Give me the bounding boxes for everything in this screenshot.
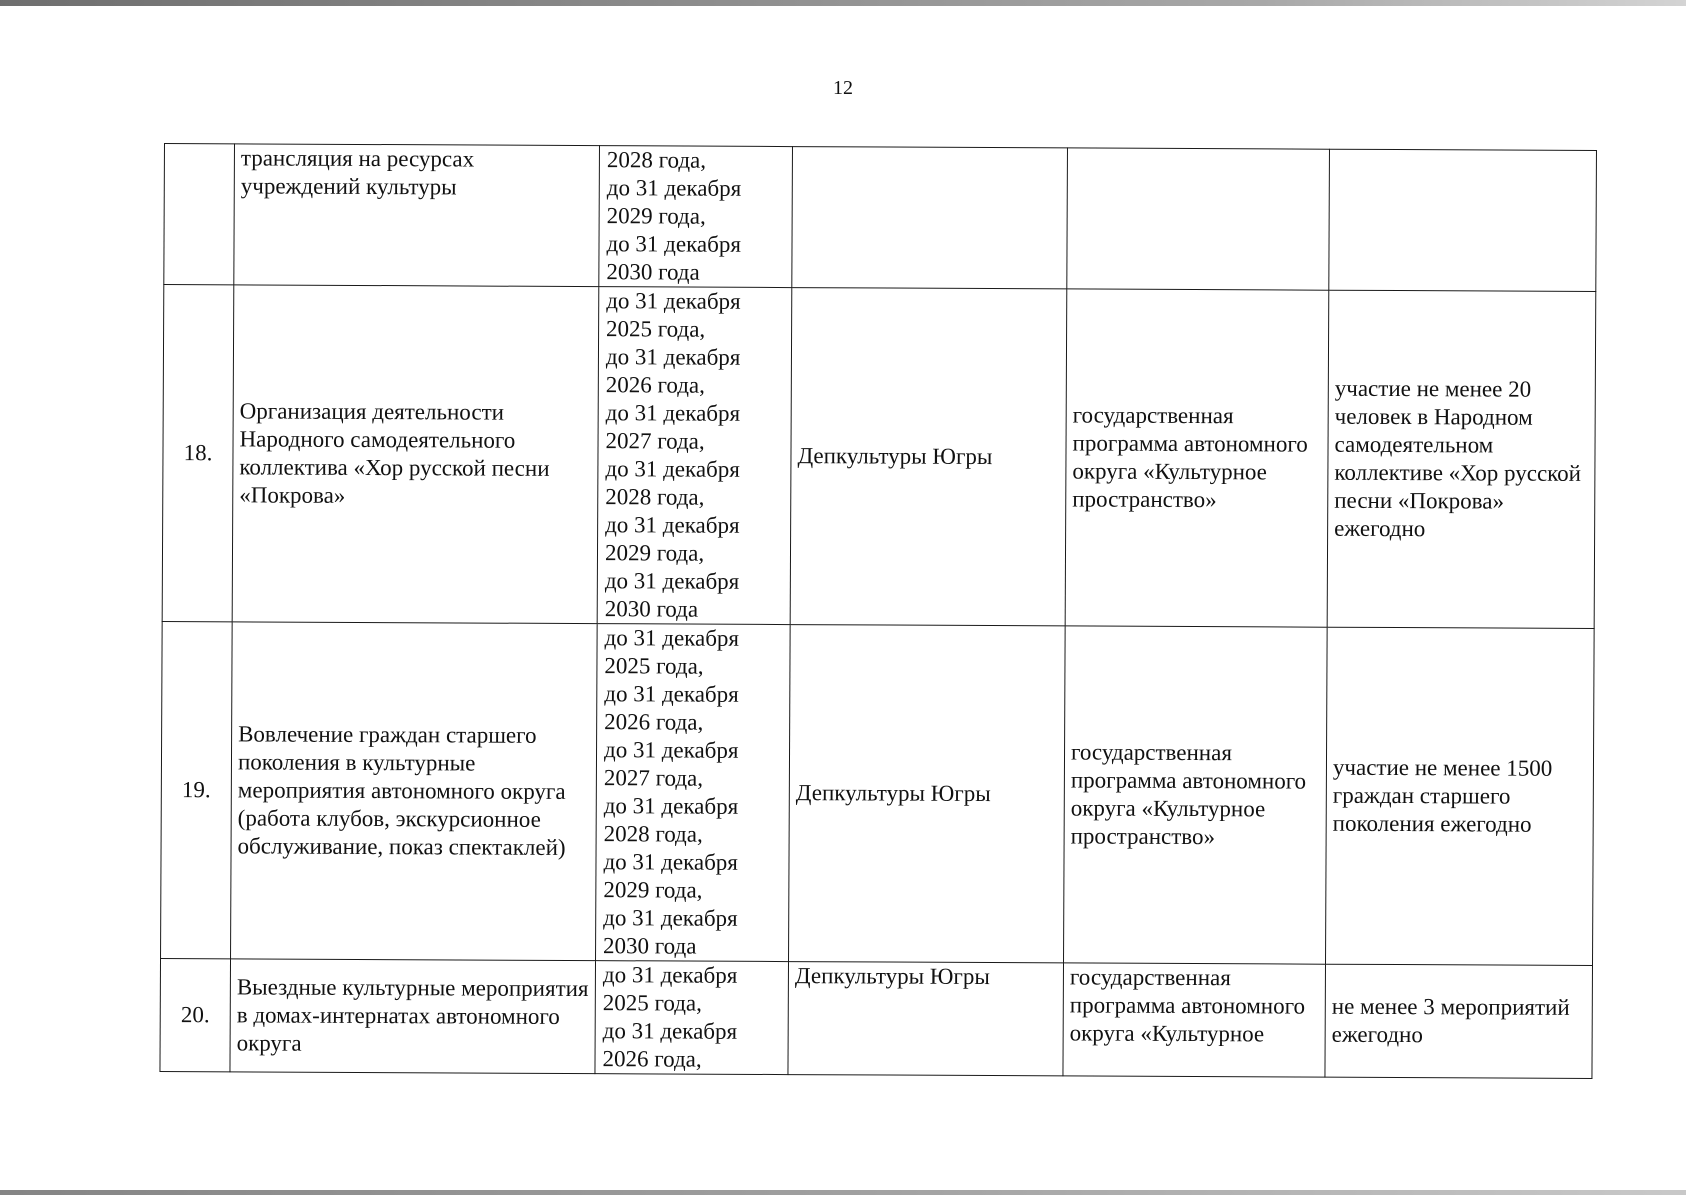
scan-edge-bottom bbox=[0, 1190, 1686, 1195]
result-cell: не менее 3 мероприятий ежегодно bbox=[1325, 964, 1593, 1078]
term-line: до 31 декабря bbox=[603, 905, 738, 931]
term-line: до 31 декабря bbox=[606, 231, 742, 257]
term-line: 2025 года, bbox=[604, 653, 704, 679]
event-cell: Организация деятельности Народного самодеятельного коллектива «Хор русской песни «Покрова» bbox=[232, 285, 599, 624]
term-line: до 31 декабря bbox=[603, 849, 738, 875]
term-line: до 31 декабря bbox=[605, 512, 740, 538]
term-line: до 31 декабря bbox=[604, 625, 740, 651]
result-cell bbox=[1329, 149, 1597, 291]
table-row bbox=[160, 958, 1593, 1078]
responsible-cell: Депкультуры Югры bbox=[788, 962, 1064, 1076]
term-line: 2030 года bbox=[606, 259, 700, 285]
row-number bbox=[164, 144, 235, 285]
term-line: до 31 декабря bbox=[606, 175, 742, 201]
responsible-cell: Депкультуры Югры bbox=[789, 625, 1066, 963]
result-cell: участие не менее 20 человек в Народном самодеятельном коллективе «Хор русской песни «Покрова» ежегодно bbox=[1327, 290, 1596, 628]
event-cell: трансляция на ресурсах учреждений культуры bbox=[234, 144, 600, 287]
table-row bbox=[161, 621, 1595, 965]
term-line: до 31 декабря bbox=[602, 1018, 738, 1044]
scan-edge-top bbox=[0, 0, 1686, 6]
source-cell: государственная программа автономного округа «Культурное пространство» bbox=[1065, 289, 1329, 627]
term-line: до 31 декабря bbox=[602, 962, 738, 988]
table-row bbox=[162, 285, 1596, 629]
row-number: 20. bbox=[160, 958, 231, 1071]
source-cell bbox=[1067, 148, 1330, 290]
term-line: 2026 года, bbox=[604, 709, 704, 735]
page-number: 12 bbox=[833, 77, 853, 99]
term-line: 2027 года, bbox=[605, 428, 705, 454]
term-line: до 31 декабря bbox=[604, 568, 740, 594]
term-line: 2029 года, bbox=[604, 540, 705, 566]
term-line: до 31 декабря bbox=[603, 737, 739, 763]
result-cell: участие не менее 1500 граждан старшего поколения ежегодно bbox=[1326, 627, 1595, 965]
terms-cell bbox=[597, 287, 792, 625]
document-table bbox=[159, 143, 1596, 1079]
responsible-cell: Депкультуры Югры bbox=[790, 288, 1067, 626]
event-cell: Выездные культурные мероприятия в домах-интернатах автономного округа bbox=[230, 959, 596, 1074]
term-line: 2028 года, bbox=[603, 821, 703, 847]
source-cell bbox=[1063, 963, 1326, 1077]
term-line: 2025 года, bbox=[606, 316, 706, 342]
term-line: 2030 года bbox=[604, 596, 699, 622]
term-line: до 31 декабря bbox=[603, 793, 739, 819]
term-line: до 31 декабря bbox=[605, 456, 740, 482]
terms-cell bbox=[599, 146, 793, 288]
table-row bbox=[164, 144, 1597, 292]
term-line: 2026 года, bbox=[605, 372, 705, 398]
term-line: до 31 декабря bbox=[604, 681, 739, 707]
term-line: 2025 года, bbox=[602, 990, 702, 1016]
term-line: 2029 года, bbox=[606, 203, 706, 229]
term-line: до 31 декабря bbox=[605, 344, 741, 370]
term-line: 2030 года bbox=[603, 933, 697, 959]
source-text: государственная программа автономного округа «Культурное bbox=[1069, 964, 1306, 1047]
source-cell: государственная программа автономного округа «Культурное пространство» bbox=[1064, 626, 1328, 964]
terms-cell bbox=[595, 961, 789, 1075]
row-number: 18. bbox=[162, 285, 234, 622]
events-table bbox=[159, 143, 1597, 1079]
term-line: 2029 года, bbox=[603, 877, 703, 903]
row-number: 19. bbox=[161, 621, 233, 958]
term-line: 2028 года, bbox=[606, 147, 707, 173]
responsible-cell bbox=[792, 147, 1068, 289]
term-line: до 31 декабря bbox=[606, 288, 741, 314]
term-line: до 31 декабря bbox=[605, 400, 741, 426]
event-cell: Вовлечение граждан старшего поколения в культурные мероприятия автономного округа (работа клубов, экскурсионное обслуживание, показ спектаклей) bbox=[231, 622, 598, 961]
terms-cell bbox=[596, 624, 791, 962]
term-line: 2028 года, bbox=[605, 484, 705, 510]
term-line: 2026 года, bbox=[602, 1046, 702, 1072]
term-line: 2027 года, bbox=[603, 765, 704, 791]
